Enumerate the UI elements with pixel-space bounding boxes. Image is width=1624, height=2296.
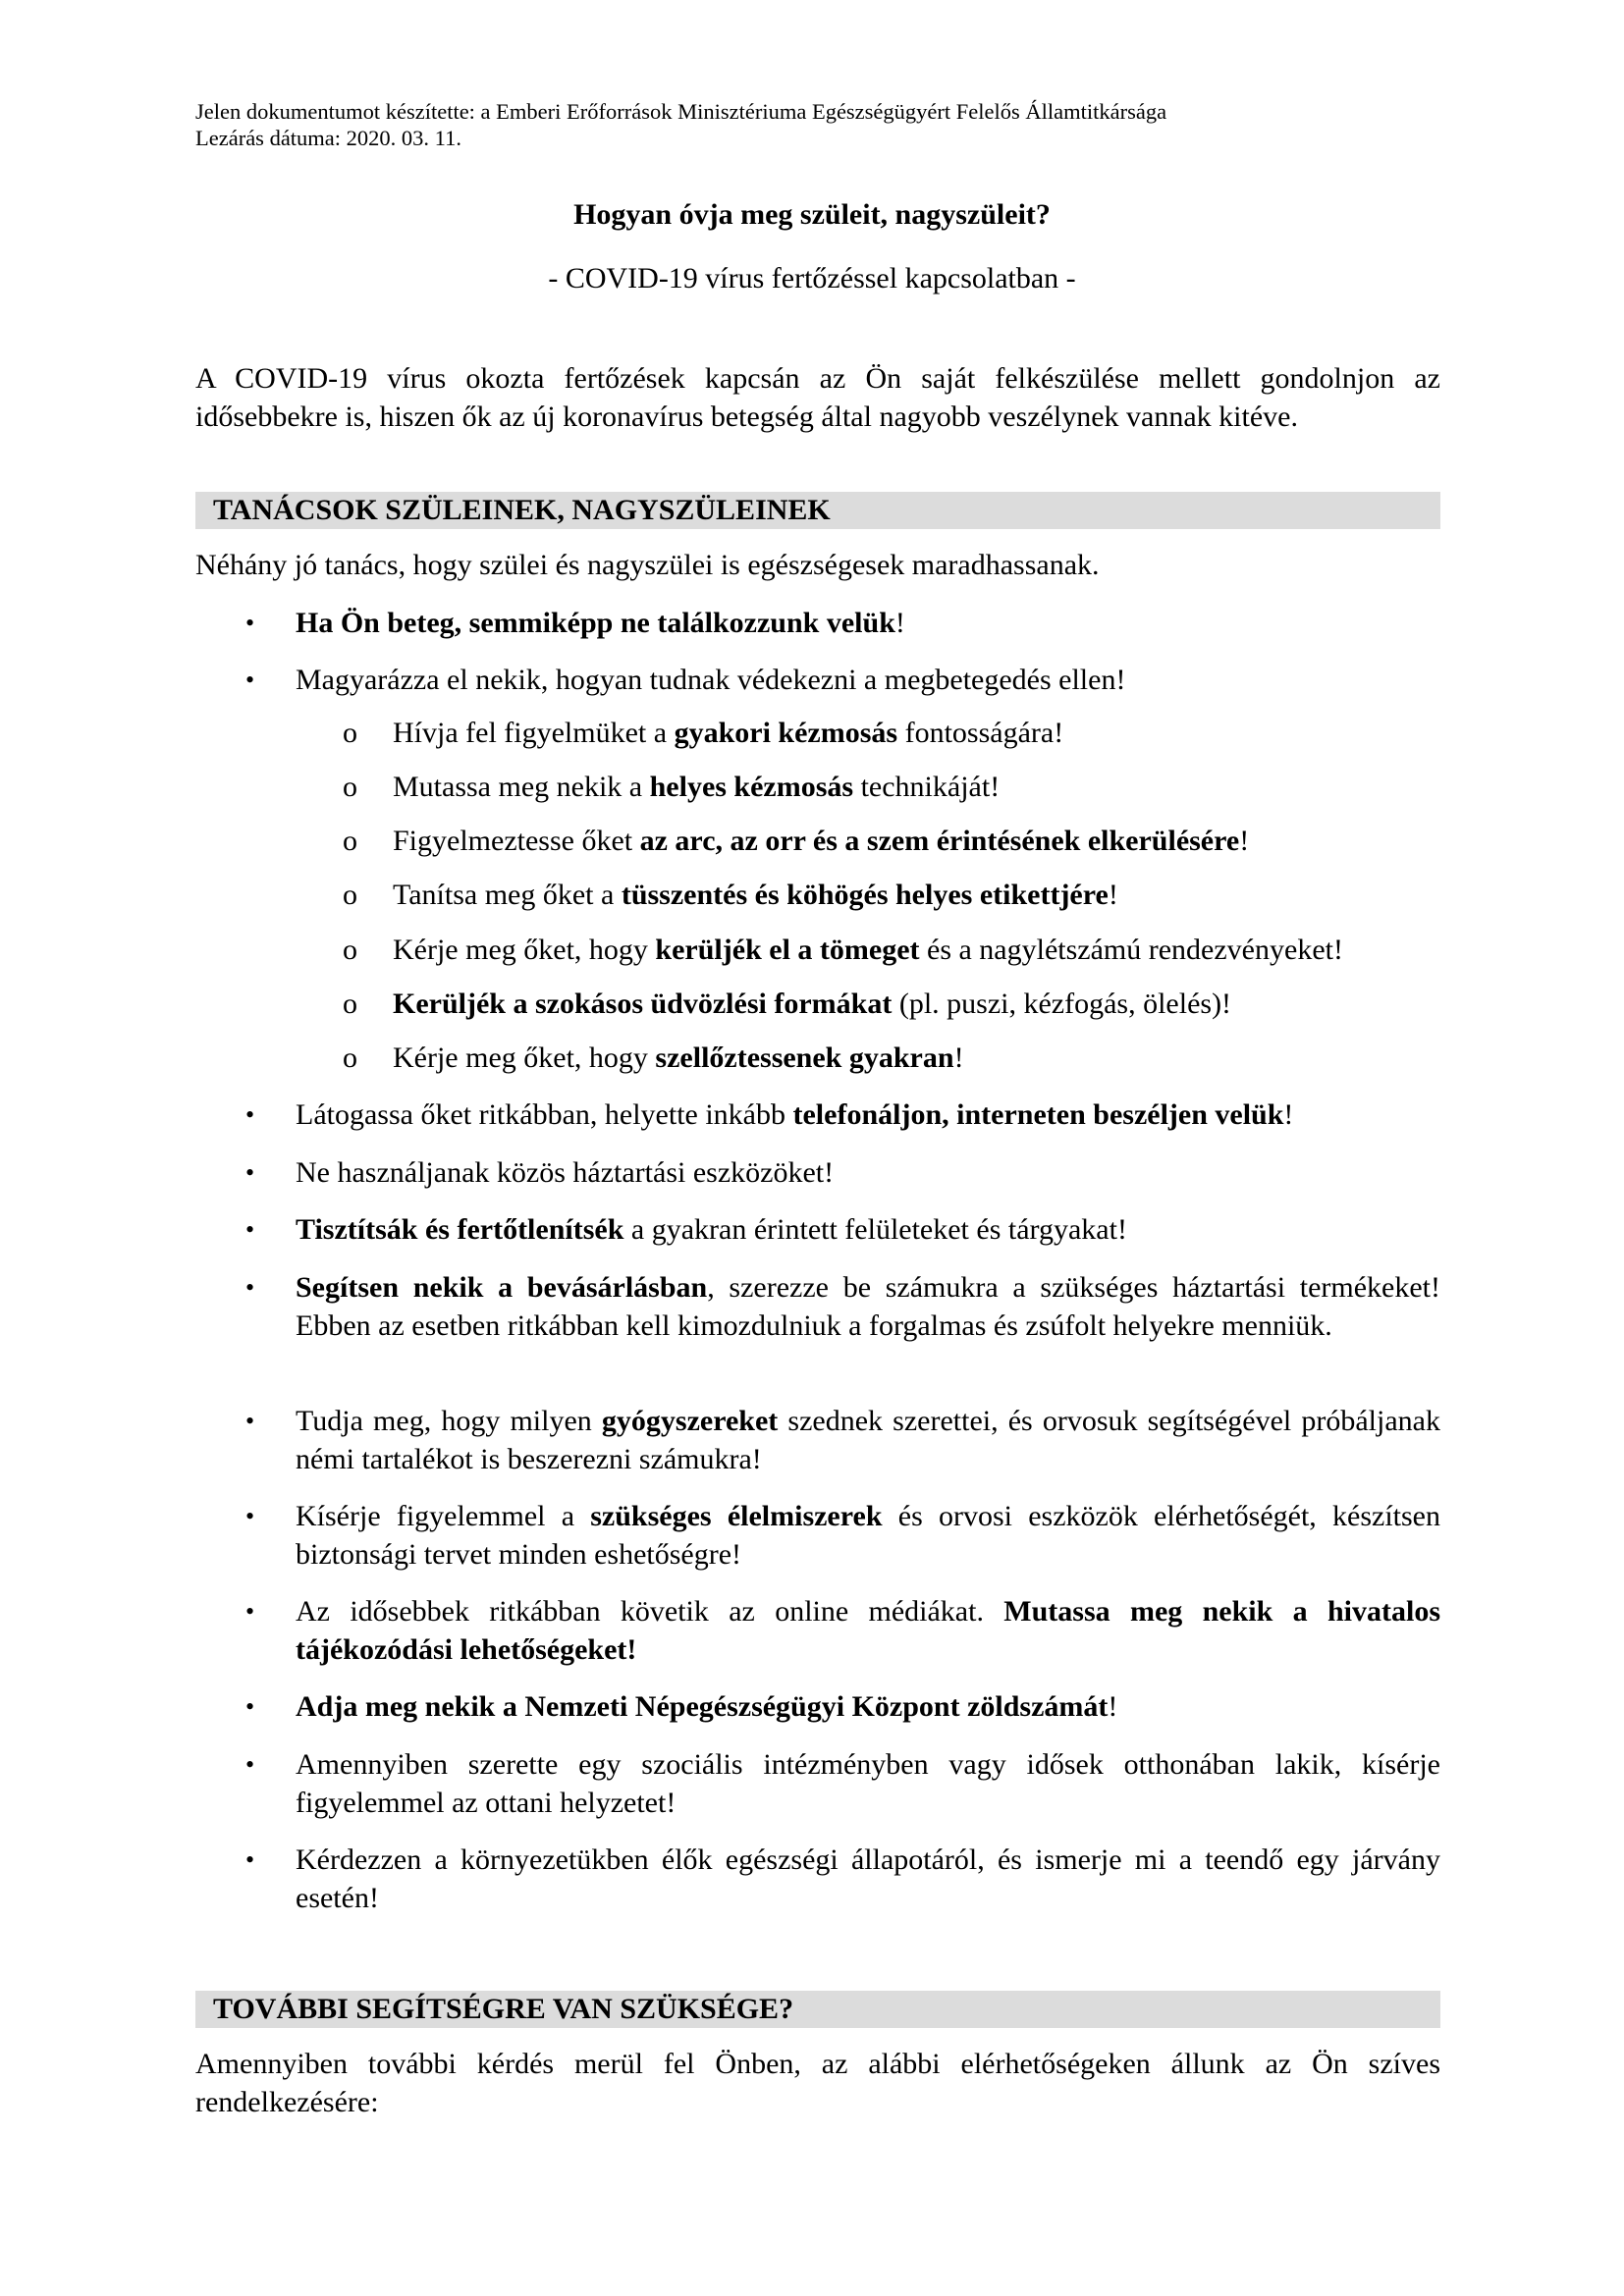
sub-list-item: Tanítsa meg őket a tüsszentés és köhögés helyes etikettjére! [393, 879, 1118, 911]
sub-bullet-icon: o [343, 988, 357, 1020]
sub-list-item: Kérje meg őket, hogy szellőztessenek gyakran! [393, 1041, 964, 1074]
list-item: Kérdezzen a környezetükben élők egészségi állapotáról, és ismerje mi a teendő egy járvány esetén! [296, 1843, 1440, 1914]
sub-list-item: Mutassa meg nekik a helyes kézmosás technikáját! [393, 771, 1001, 803]
list-item: Kísérje figyelemmel a szükséges élelmiszerek és orvosi eszközök elérhetőségét, készítsen biztonsági tervet minden eshetőségre! [296, 1500, 1441, 1571]
sub-bullet-icon: o [343, 934, 357, 966]
header-author-line: Jelen dokumentumot készítette: a Emberi Erőforrások Minisztériuma Egészségügyért Felelős Államtitkársága [195, 99, 1167, 124]
list-item: Magyarázza el nekik, hogyan tudnak védekezni a megbetegedés ellen! [296, 664, 1126, 696]
sub-bullet-icon: o [343, 1041, 357, 1074]
list-item: Tisztítsák és fertőtlenítsék a gyakran érintett felületeket és tárgyakat! [296, 1213, 1127, 1246]
list-item: Segítsen nekik a bevásárlásban, szerezze be számukra a szükséges háztartási termékeket! Ebben az esetben ritkábban kell kimozdulniuk a forgalmas és zsúfolt helyekre menniük. [296, 1271, 1440, 1342]
bullet-icon: • [245, 1692, 255, 1721]
document-subtitle: - COVID-19 vírus fertőzéssel kapcsolatban - [548, 262, 1076, 294]
sub-list-item: Figyelmeztesse őket az arc, az orr és a szem érintésének elkerülésére! [393, 825, 1250, 857]
list-item: Ha Ön beteg, semmiképp ne találkozzunk velük! [296, 607, 905, 639]
header-date-line: Lezárás dátuma: 2020. 03. 11. [195, 126, 461, 150]
section-heading-advice-text: TANÁCSOK SZÜLEINEK, NAGYSZÜLEINEK [213, 494, 831, 526]
list-item: Ne használjanak közös háztartási eszközöket! [296, 1156, 835, 1189]
bullet-icon: • [245, 1215, 255, 1244]
section-heading-help [195, 1991, 1440, 2028]
sub-bullet-icon: o [343, 771, 357, 803]
section-lead-text: Néhány jó tanács, hogy szülei és nagyszülei is egészségesek maradhassanak. [195, 549, 1100, 581]
document-header [195, 98, 1166, 151]
sub-list-item: Kérje meg őket, hogy kerüljék el a tömeget és a nagylétszámú rendezvényeket! [393, 934, 1343, 966]
bullet-icon: • [245, 1750, 255, 1779]
section-heading-advice [195, 492, 1440, 529]
list-item: Amennyiben szerette egy szociális intézményben vagy idősek otthonában lakik, kísérje figyelemmel az ottani helyzetet! [296, 1748, 1440, 1819]
sub-bullet-icon: o [343, 879, 357, 911]
sub-list-item: Kerüljék a szokásos üdvözlési formákat (pl. puszi, kézfogás, ölelés)! [393, 988, 1232, 1020]
section-heading-help-text: TOVÁBBI SEGÍTSÉGRE VAN SZÜKSÉGE? [213, 1993, 794, 2025]
document-title: Hogyan óvja meg szüleit, nagyszüleit? [573, 198, 1051, 231]
sub-list-item: Hívja fel figyelmüket a gyakori kézmosás fontosságára! [393, 717, 1064, 749]
bullet-icon: • [245, 1100, 255, 1129]
help-paragraph: Amennyiben további kérdés merül fel Önben, az alábbi elérhetőségeken állunk az Ön szíves rendelkezésére: [195, 2048, 1440, 2118]
bullet-icon: • [245, 1407, 255, 1435]
bullet-icon: • [245, 1845, 255, 1874]
bullet-icon: • [245, 609, 255, 637]
list-item: Az idősebbek ritkábban követik az online médiákat. Mutassa meg nekik a hivatalos tájékozódási lehetőségeket! [296, 1595, 1440, 1666]
bullet-icon: • [245, 666, 255, 694]
list-item: Látogassa őket ritkábban, helyette inkább telefonáljon, interneten beszéljen velük! [296, 1098, 1294, 1131]
sub-bullet-icon: o [343, 825, 357, 857]
intro-paragraph: A COVID-19 vírus okozta fertőzések kapcsán az Ön saját felkészülése mellett gondolnjon az idősebbekre is, hiszen ők az új koronavírus betegség által nagyobb veszélynek vannak kitéve. [195, 362, 1440, 433]
bullet-icon: • [245, 1158, 255, 1187]
bullet-icon: • [245, 1597, 255, 1626]
list-item: Tudja meg, hogy milyen gyógyszereket szednek szerettei, és orvosuk segítségével próbáljanak némi tartalékot is beszerezni számukra! [296, 1405, 1440, 1475]
sub-bullet-icon: o [343, 717, 357, 749]
bullet-icon: • [245, 1502, 255, 1530]
bullet-icon: • [245, 1273, 255, 1302]
list-item: Adja meg nekik a Nemzeti Népegészségügyi Központ zöldszámát! [296, 1690, 1118, 1723]
